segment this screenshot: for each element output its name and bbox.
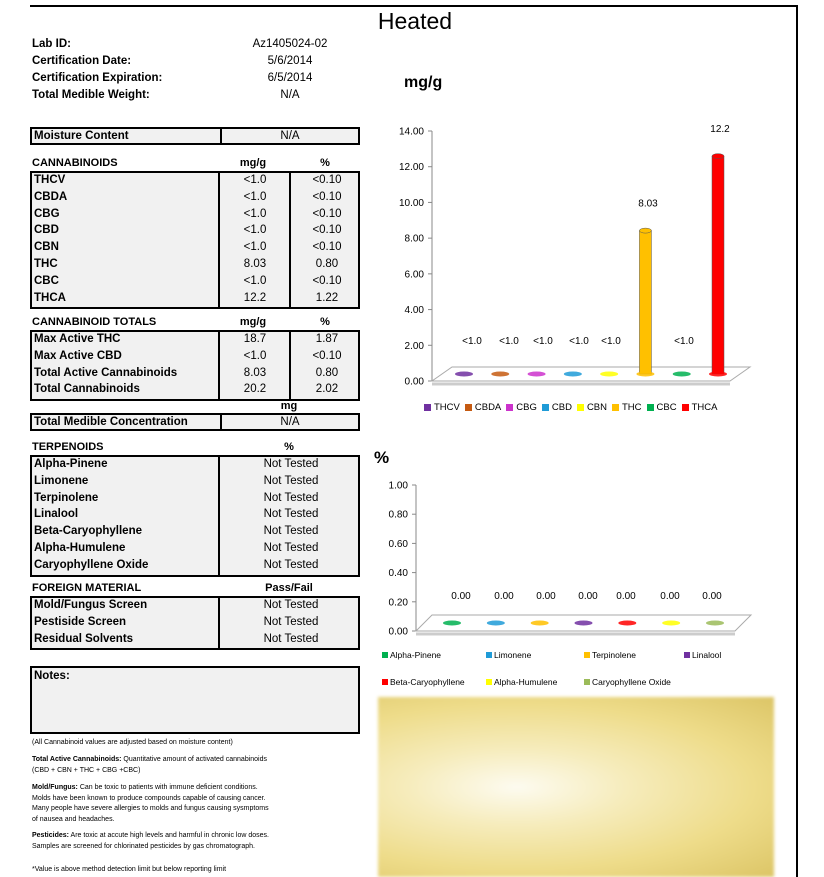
legend-swatch [684, 652, 690, 658]
legend-swatch [542, 404, 549, 411]
footnote-tac-label: Total Active Cannabinoids: [32, 756, 122, 763]
page-title: Heated [377, 8, 453, 34]
legend-swatch [612, 404, 619, 411]
chart2-legend [382, 650, 782, 690]
totals-pct-header: % [320, 316, 330, 328]
terpenoid-value: Not Tested [263, 491, 319, 504]
table-row [32, 558, 358, 575]
terpenoid-value: Not Tested [263, 508, 319, 521]
table-row [32, 382, 358, 399]
bar-base [564, 372, 582, 377]
y-tick-label: 0.60 [388, 538, 408, 550]
cannabinoids-heading: CANNABINOIDS [32, 157, 118, 169]
lab-id-value: Az1405024-02 [252, 38, 328, 50]
bar-base [487, 621, 505, 626]
table-row [32, 223, 358, 240]
bar-base [618, 621, 636, 626]
cannabinoids-mg-header: mg/g [239, 157, 267, 169]
table-row [32, 615, 358, 632]
cert-date-label: Certification Date: [32, 55, 132, 67]
bar-base [662, 621, 680, 626]
bar-base [443, 621, 461, 626]
footnote-pest-text: Samples are screened for chlorinated pesticides by gas chromatograph. [32, 842, 255, 850]
cannabinoid-name: CBD [34, 224, 59, 237]
total-name: Total Cannabinoids [34, 383, 140, 396]
bar-base [531, 621, 549, 626]
legend-label: CBDA [474, 402, 502, 413]
concentration-label: Total Medible Concentration [34, 416, 188, 428]
footnote-mold-text: Many people have severe allergies to molds and fungus causing sysmptoms [32, 805, 269, 812]
table-row [32, 291, 358, 308]
legend-swatch [584, 652, 590, 658]
totals-table [30, 330, 360, 401]
data-label: 0.00 [536, 591, 556, 602]
data-label: 0.00 [578, 591, 598, 602]
legend-swatch [486, 652, 492, 658]
footnote-adjusted: (All Cannabinoid values are adjusted based on moisture content) [32, 739, 233, 746]
foreign-heading: FOREIGN MATERIAL [32, 582, 142, 594]
y-tick-label: 0.00 [404, 376, 424, 388]
data-label: <1.0 [674, 336, 694, 347]
cannabinoid-mg: <1.0 [243, 190, 267, 203]
right-border [796, 5, 798, 877]
legend-item [506, 402, 537, 413]
table-row [32, 524, 358, 541]
cannabinoid-name: CBG [34, 207, 60, 220]
table-row [32, 598, 358, 615]
notes-label: Notes: [34, 670, 70, 682]
moisture-value: N/A [220, 129, 358, 143]
legend-swatch [382, 652, 388, 658]
bar-base [528, 372, 546, 377]
legend-label: Caryophyllene Oxide [592, 677, 671, 687]
legend-swatch [577, 404, 584, 411]
cannabinoid-name: CBN [34, 241, 59, 254]
y-tick-label: 0.00 [388, 626, 408, 638]
sample-photo [378, 697, 774, 877]
data-label: 0.00 [494, 591, 514, 602]
table-row [32, 240, 358, 257]
legend-label: Alpha-Humulene [494, 677, 558, 687]
legend-label: Alpha-Pinene [390, 650, 442, 660]
data-label: <1.0 [533, 336, 553, 347]
terpenoids-heading: TERPENOIDS [32, 441, 104, 453]
y-tick-label: 2.00 [404, 340, 424, 352]
total-name: Max Active CBD [34, 349, 122, 362]
moisture-label: Moisture Content [34, 130, 129, 142]
chart2-unit-title: % [374, 448, 390, 467]
table-row [32, 366, 358, 383]
total-pct: 1.87 [315, 333, 339, 345]
table-row [32, 457, 358, 474]
legend-swatch [647, 404, 654, 411]
table-row [32, 507, 358, 524]
footnote-mold-text: Can be toxic to patients with immune deficient conditions. [79, 784, 258, 791]
bar [712, 156, 724, 374]
bar-base [709, 372, 727, 377]
foreign-name: Pestiside Screen [34, 615, 127, 628]
data-label: 8.03 [638, 198, 658, 210]
footnote-tac [32, 755, 352, 776]
footnote-pesticides [32, 831, 352, 852]
foreign-value: Not Tested [263, 599, 319, 611]
table-row [32, 349, 358, 366]
foreign-name: Residual Solvents [34, 632, 134, 645]
footnote-mold-text: Molds have been known to produce compounds capable of causing cancer. [32, 794, 266, 802]
medible-weight-value: N/A [280, 89, 300, 101]
bar-top [712, 154, 724, 159]
legend-swatch [382, 679, 388, 685]
legend-swatch [682, 404, 689, 411]
y-tick-label: 0.80 [388, 509, 408, 521]
cannabinoid-name: THCA [34, 291, 66, 304]
data-label: <1.0 [601, 336, 621, 347]
legend-item [486, 650, 531, 660]
table-row [32, 632, 358, 649]
table-row [32, 190, 358, 207]
chart1-legend [424, 402, 717, 413]
bar-base [575, 621, 593, 626]
footnote-tac-text: Quantitative amount of activated cannabinoids [123, 756, 267, 763]
cannabinoid-name: THC [34, 257, 58, 270]
cannabinoid-name: THCV [34, 174, 66, 186]
total-mg: 20.2 [243, 383, 267, 396]
table-row [32, 207, 358, 224]
legend-label: CBG [516, 402, 537, 413]
notes-box [30, 666, 360, 734]
bar-base [673, 372, 691, 377]
y-tick-label: 0.40 [388, 568, 408, 580]
cannabinoids-table [30, 171, 360, 309]
cannabinoid-pct: <0.10 [312, 207, 342, 220]
concentration-unit: mg [280, 400, 298, 412]
legend-label: THCV [434, 402, 460, 413]
terpenoids-pct-header: % [284, 441, 294, 453]
legend-swatch [424, 404, 431, 411]
lab-id-label: Lab ID: [32, 38, 71, 50]
terpenoid-name: Beta-Caryophyllene [34, 525, 143, 538]
cannabinoid-mg: <1.0 [243, 207, 267, 220]
terpenoid-name: Linalool [34, 508, 79, 521]
table-row [32, 332, 358, 349]
total-pct: 2.02 [315, 383, 339, 396]
legend-label: Linalool [692, 650, 722, 660]
data-label: 12.2 [710, 124, 730, 136]
terpenoid-name: Limonene [34, 474, 89, 487]
legend-item [612, 402, 642, 413]
total-mg: <1.0 [243, 349, 267, 362]
footnote-mold-text: of nausea and headaches. [32, 815, 115, 823]
y-tick-label: 10.00 [398, 197, 424, 209]
totals-mg-header: mg/g [239, 316, 267, 328]
cannabinoid-bar-chart [370, 115, 770, 405]
table-row [32, 541, 358, 558]
data-label: 0.00 [702, 591, 722, 602]
legend-label: Terpinolene [592, 650, 636, 660]
terpenoid-value: Not Tested [263, 525, 319, 538]
totals-heading: CANNABINOID TOTALS [32, 316, 157, 328]
footnote-tac-formula: (CBD + CBN + THC + CBG +CBC) [32, 766, 141, 774]
legend-item [542, 402, 572, 413]
medible-weight-label: Total Medible Weight: [32, 89, 150, 101]
cert-expiration-label: Certification Expiration: [32, 72, 163, 84]
legend-label: THCA [691, 402, 718, 413]
data-label: 0.00 [616, 591, 636, 602]
legend-item [486, 677, 557, 687]
bar-base [455, 372, 473, 377]
foreign-passfail-header: Pass/Fail [265, 582, 313, 594]
y-tick-label: 12.00 [398, 162, 424, 174]
footnote-mold [32, 783, 352, 825]
cannabinoid-mg: <1.0 [243, 241, 267, 254]
foreign-value: Not Tested [263, 632, 319, 645]
data-label: <1.0 [462, 336, 482, 347]
foreign-value: Not Tested [263, 615, 319, 628]
legend-item [465, 402, 501, 413]
legend-item [584, 650, 636, 660]
terpenoids-table [30, 455, 360, 577]
legend-item [424, 402, 460, 413]
y-tick-label: 14.00 [398, 126, 424, 138]
legend-swatch [465, 404, 472, 411]
table-row [32, 274, 358, 291]
legend-label: THC [622, 402, 642, 413]
cannabinoid-pct: <0.10 [312, 224, 342, 237]
legend-item [382, 650, 441, 660]
y-tick-label: 8.00 [404, 233, 424, 245]
cannabinoid-mg: 12.2 [243, 291, 267, 304]
data-label: <1.0 [569, 336, 589, 347]
y-tick-label: 6.00 [404, 269, 424, 281]
cannabinoid-pct: 1.22 [315, 291, 339, 304]
footnote-pest-text: Are toxic at accute high levels and harmful in chronic low doses. [70, 832, 269, 839]
y-tick-label: 0.20 [388, 597, 408, 609]
total-pct: <0.10 [312, 349, 342, 362]
cannabinoid-mg: 8.03 [243, 257, 267, 270]
cert-date-value: 5/6/2014 [267, 55, 313, 67]
cannabinoid-name: CBDA [34, 190, 68, 203]
y-tick-label: 1.00 [388, 480, 408, 492]
footnote-pest-label: Pesticides: [32, 832, 69, 839]
legend-item [684, 650, 721, 660]
terpenoid-value: Not Tested [263, 558, 319, 571]
legend-item [584, 677, 671, 687]
foreign-table [30, 596, 360, 650]
cannabinoid-mg: <1.0 [243, 224, 267, 237]
cert-expiration-value: 6/5/2014 [267, 72, 313, 84]
data-label: 0.00 [451, 591, 471, 602]
legend-item [382, 677, 465, 687]
terpenoid-name: Alpha-Pinene [34, 458, 108, 470]
cannabinoids-pct-header: % [320, 157, 330, 169]
legend-label: Limonene [494, 650, 532, 660]
cannabinoid-pct: <0.10 [312, 190, 342, 203]
footnote-star: *Value is above method detection limit but below reporting limit [32, 866, 227, 873]
cannabinoid-pct: <0.10 [312, 241, 342, 254]
legend-swatch [506, 404, 513, 411]
y-tick-label: 4.00 [404, 305, 424, 317]
total-name: Max Active THC [34, 333, 121, 345]
total-mg: 8.03 [243, 366, 267, 379]
chart-floor [432, 367, 750, 381]
legend-label: CBN [586, 402, 607, 413]
terpenoid-value: Not Tested [263, 474, 319, 487]
legend-label: Beta-Caryophyllene [390, 677, 465, 687]
legend-item [647, 402, 677, 413]
legend-label: CBC [656, 402, 677, 413]
legend-swatch [584, 679, 590, 685]
data-label: 0.00 [660, 591, 680, 602]
table-row [32, 474, 358, 491]
total-name: Total Active Cannabinoids [34, 366, 178, 379]
table-row [32, 257, 358, 274]
total-pct: 0.80 [315, 366, 339, 379]
legend-item [577, 402, 607, 413]
cannabinoid-mg: <1.0 [243, 174, 267, 186]
legend-label: CBD [551, 402, 572, 413]
top-border [30, 5, 796, 7]
cannabinoid-mg: <1.0 [243, 274, 267, 287]
bar-top [639, 228, 651, 233]
chart1-unit-title: mg/g [404, 74, 443, 91]
bar-base [600, 372, 618, 377]
bar-base [636, 372, 654, 377]
bar-base [491, 372, 509, 377]
cannabinoid-pct: <0.10 [312, 274, 342, 287]
bar [639, 231, 651, 374]
terpenoid-value: Not Tested [263, 541, 319, 554]
terpenoid-value: Not Tested [263, 458, 319, 470]
footnote-mold-label: Mold/Fungus: [32, 784, 78, 791]
moisture-row [30, 127, 360, 145]
concentration-row [30, 413, 360, 431]
table-row [32, 491, 358, 508]
cannabinoid-pct: <0.10 [312, 174, 342, 186]
table-row [32, 173, 358, 190]
total-mg: 18.7 [243, 333, 267, 345]
bar-base [706, 621, 724, 626]
legend-swatch [486, 679, 492, 685]
terpenoid-name: Caryophyllene Oxide [34, 558, 149, 571]
legend-item [682, 402, 718, 413]
terpenoid-name: Alpha-Humulene [34, 541, 126, 554]
terpenoid-bar-chart [370, 475, 770, 645]
cannabinoid-name: CBC [34, 274, 59, 287]
foreign-name: Mold/Fungus Screen [34, 599, 148, 611]
concentration-value: N/A [220, 415, 358, 429]
terpenoid-name: Terpinolene [34, 491, 99, 504]
cannabinoid-pct: 0.80 [315, 257, 339, 270]
data-label: <1.0 [499, 336, 519, 347]
